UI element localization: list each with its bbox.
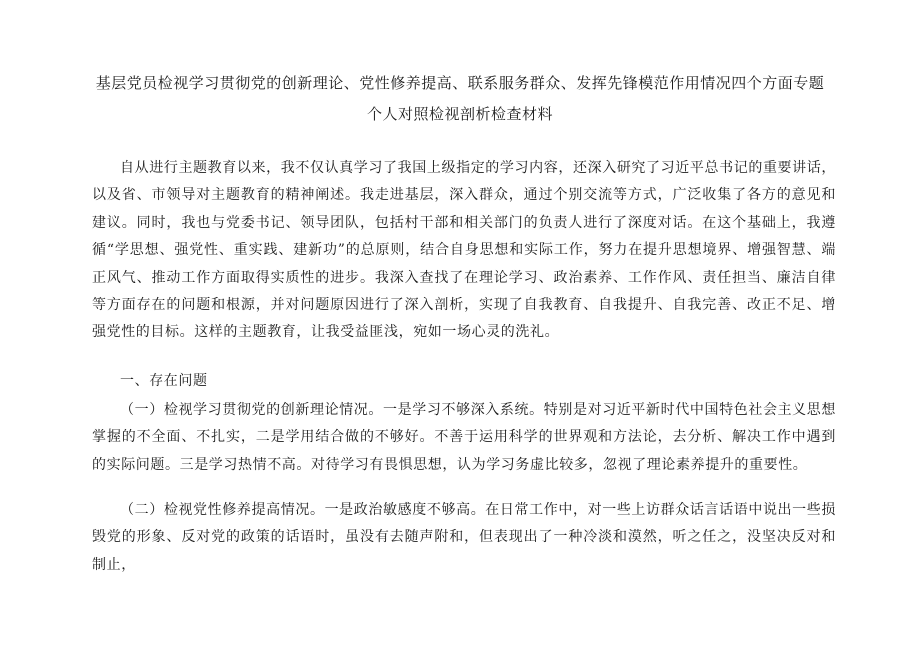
document-title-line2: 个人对照检视剖析检查材料	[366, 105, 553, 123]
intro-paragraph: 自从进行主题教育以来，我不仅认真学习了我国上级指定的学习内容，还深入研究了习近平总书记的重要讲话，以及省、市领导对主题教育的精神阐述。我走进基层，深入群众，通过个别交流等方式，广泛收集了各方的意见和建议。同时，我也与党委书记、领导团队，包括村干部和相关部门的负责人进行了深度对话。在这个基础上，我遵循“学思想、强党性、重实践、建新功”的总原则，结合自身思想和实际工作，努力在提升思想境界、增强智慧、端正风气、推动工作方面取得实质性的进步。我深入查找了在理论学习、政治素养、工作作风、责任担当、廉洁自律等方面存在的问题和根源，并对问题原因进行了深入剖析，实现了自我教育、自我提升、自我完善、改正不足、增强党性的目标。这样的主题教育，让我受益匪浅，宛如一场心灵的洗礼。	[92, 160, 836, 341]
document-title-line1: 基层党员检视学习贯彻党的创新理论、党性修养提高、联系服务群众、发挥先锋模范作用情况四个方面专题	[95, 74, 825, 92]
item-paragraph-2: （二）检视党性修养提高情况。一是政治敏感度不够高。在日常工作中，对一些上访群众话言话语中说出一些损毁党的形象、反对党的政策的话语时，虽没有去随声附和，但表现出了一种冷淡和漠然，听之任之，没坚决反对和制止，	[92, 502, 836, 573]
item-paragraph-1: （一）检视学习贯彻党的创新理论情况。一是学习不够深入系统。特别是对习近平新时代中国特色社会主义思想掌握的不全面、不扎实，二是学用结合做的不够好。不善于运用科学的世界观和方法论，去分析、解决工作中遇到的实际问题。三是学习热情不高。对待学习有畏惧思想，认为学习务虚比较多，忽视了理论素养提升的重要性。	[92, 402, 836, 473]
section-heading-problems: 一、存在问题	[120, 373, 208, 389]
